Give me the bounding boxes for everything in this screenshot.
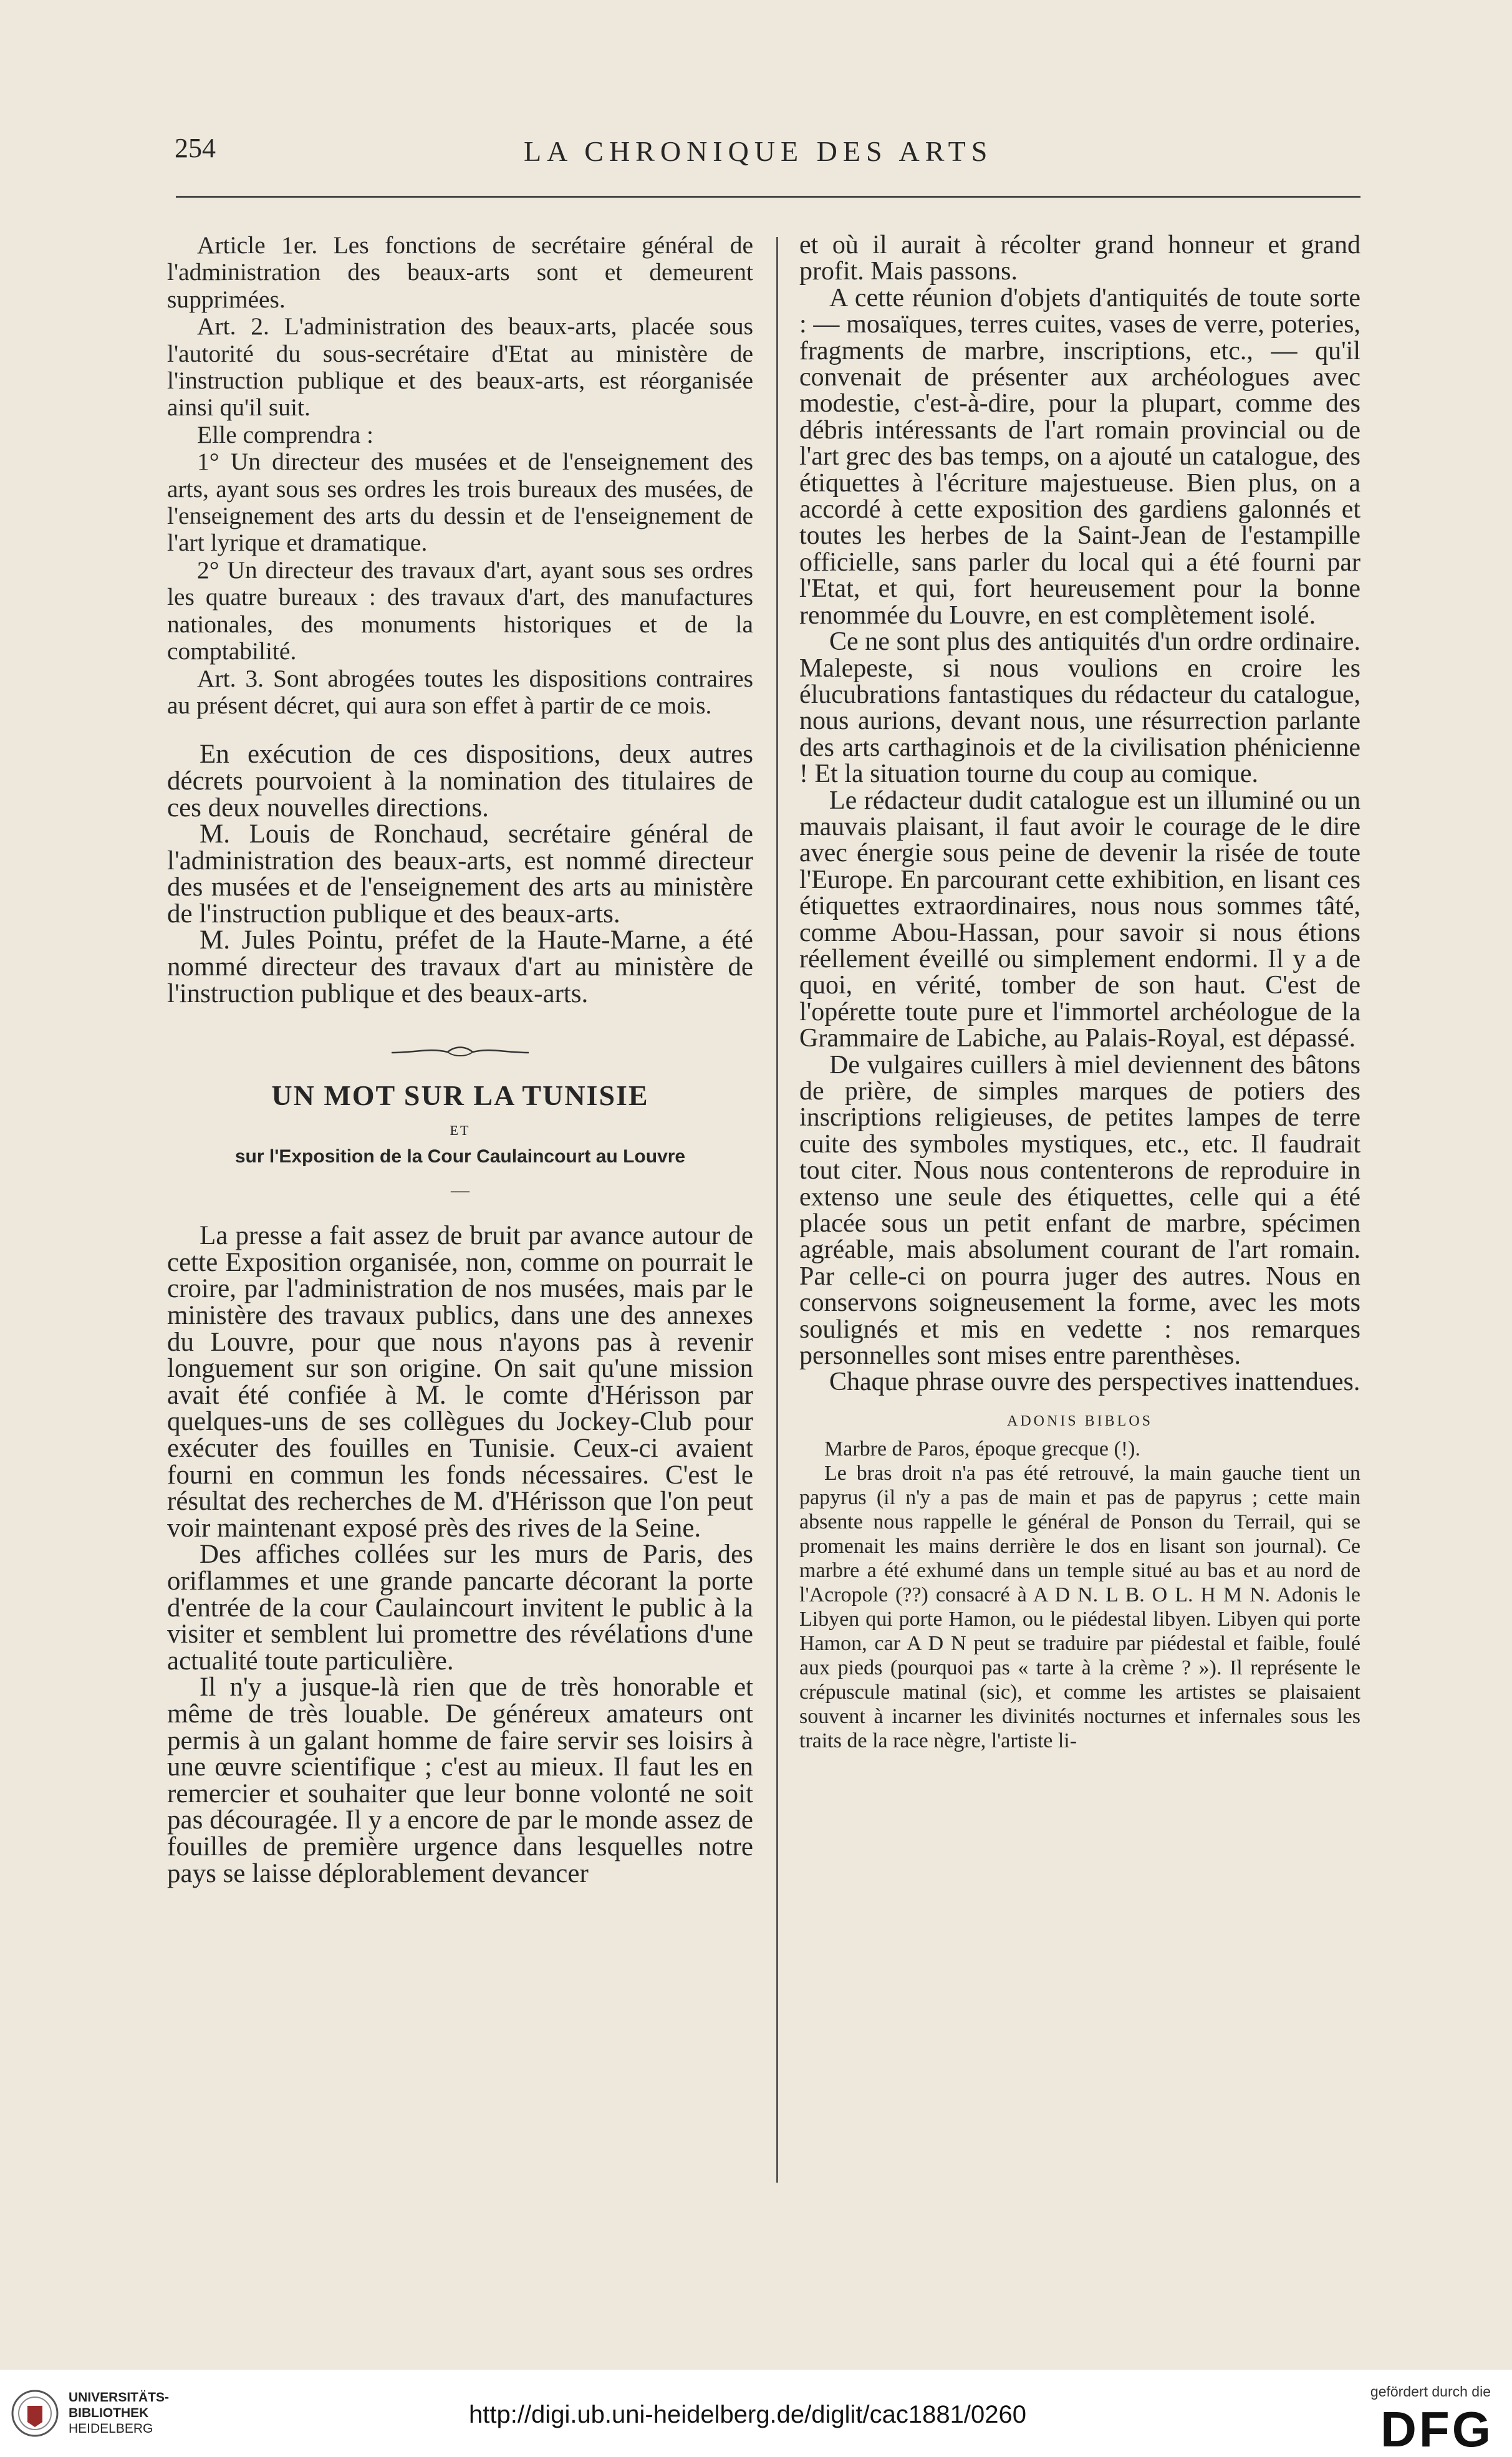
paragraph: Des affiches collées sur les murs de Paris, des oriflammes et une grande pancarte décorant la porte d'entrée de la cour Caulaincourt invitent le public à la visiter et semblent lui promettre des révélations d'une actualité toute particulière.	[167, 1540, 753, 1676]
paragraph: La presse a fait assez de bruit par avance autour de cette Exposition organisée, non, comme on pourrait le croire, par l'administration de nos musées, mais par le ministère des travaux publics, dans une des annexes du Louvre, pour que nous n'ayons pas à revenir longuement sur son origine. On sait qu'une mission avait été confiée à M. le comte d'Hérisson par quelques-uns de ses collègues du Jockey-Club pour exécuter des fouilles en Tunisie. Ceux-ci avaient fourni en commun les fonds nécessaires. C'est le résultat des recherches de M. d'Hérisson que l'on peut voir maintenant exposé près des rives de la Seine.	[167, 1221, 753, 1543]
decree-line: Elle comprendra :	[197, 420, 373, 448]
label-text	[799, 1437, 1360, 1753]
section-dash: —	[451, 1180, 469, 1201]
paragraph: Le bras droit n'a pas été retrouvé, la main gauche tient un papyrus (il n'y a pas de main et pas de papyrus ; cette main absente nous rappelle le général de Ponson du Terrail, qui se promenait les mains derrière le dos en lisant son journal). Ce marbre a été exhumé dans un temple situé au bas et au nord de l'Acropole (??) consacré à A D N. L B. O L. H M N. Adonis le Libyen qui porte Hamon, ou le piédestal libyen. Libyen qui porte Hamon, car A D N peut se traduire par piédestal et faible, foulé aux pieds (pourquoi pas « tarte à la crème ? »). Il représente le crépuscule matinal (sic), et comme les artistes se plaisaient souvent à incarner les divinités nocturnes et infernales sous les traits de la race nègre, l'artiste li-	[799, 1461, 1360, 1752]
section-title: UN MOT SUR LA TUNISIE	[271, 1079, 649, 1112]
funded-by-label: gefördert durch die	[1370, 2383, 1491, 2400]
paragraph: Il n'y a jusque-là rien que de très honorable et même de très louable. De généreux amateurs ont permis à un galant homme de faire servir ses loisirs à une œuvre scientifique ; c'est au mieux. Il faut les en remercier et souhaiter que leur bonne volonté ne soit pas découragée. Il y a encore de par le monde assez de fouilles de première urgence dans lesquelles notre pays se laisse déplorablement devancer	[167, 1673, 753, 1888]
paragraph: Le rédacteur dudit catalogue est un illuminé ou un mauvais plaisant, il faut avoir le courage de le dire avec énergie sous peine de devenir la risée de toute l'Europe. En parcourant cette exhibition, en lisant ces étiquettes extraordinaires, nous nous sommes tâté, comme Abou-Hassan, pour savoir si nous étions réellement éveillé ou simplement endormi. Il y a de quoi, en vérité, tomber de son haut. C'est de l'opérette toute pure et l'immortel archéologue de la Grammaire de Labiche, au Palais-Royal, est dépassé.	[799, 786, 1360, 1053]
paragraph: Ce ne sont plus des antiquités d'un ordre ordinaire. Malepeste, si nous voulions en croire les élucubrations fantastiques du rédacteur du catalogue, nous aurions, devant nous, une résurrection parlante des arts carthaginois et de la civilisation phénicienne ! Et la situation tourne du coup au comique.	[799, 627, 1360, 789]
institution-line: HEIDELBERG	[69, 2421, 153, 2436]
running-title: LA CHRONIQUE DES ARTS	[524, 135, 993, 167]
page-number: 254	[175, 133, 216, 163]
paragraph: En exécution de ces dispositions, deux autres décrets pourvoient à la nomination des titulaires de ces deux nouvelles directions.	[167, 740, 753, 823]
section-subtitle: sur l'Exposition de la Cour Caulaincourt au Louvre	[234, 1146, 686, 1167]
column-divider	[776, 237, 778, 2183]
decree-text	[167, 232, 753, 719]
header-rule	[176, 196, 1360, 198]
right-column	[799, 232, 1360, 1753]
university-seal-icon	[10, 2381, 60, 2446]
decree-article-3: Art. 3. Sont abrogées toutes les dispositions contraires au présent décret, qui aura son effet à partir de ce mois.	[167, 664, 753, 719]
flourish-icon	[385, 1045, 535, 1060]
article-text	[167, 1223, 753, 1887]
decree-item-2: 2° Un directeur des travaux d'art, ayant sous ses ordres les quatre bureaux : des travaux d'art, des manufactures nationales, des monuments historiques et de la comptabilité.	[167, 556, 753, 665]
decree-article-1: Article 1er. Les fonctions de secrétaire général de l'administration des beaux-arts sont et demeurent supprimées.	[167, 231, 753, 313]
decree-item-1: 1° Un directeur des musées et de l'enseignement des arts, ayant sous ses ordres les trois bureaux des musées, de l'enseignement des arts du dessin et de l'enseignement de l'art lyrique et dramatique.	[167, 448, 753, 557]
nominations-text	[167, 741, 753, 1007]
paragraph: Chaque phrase ouvre des perspectives inattendues.	[829, 1368, 1360, 1397]
paragraph: et où il aurait à récolter grand honneur et grand profit. Mais passons.	[799, 231, 1360, 286]
right-article-text	[799, 232, 1360, 1396]
footer-bar	[0, 2370, 1512, 2457]
paragraph: A cette réunion d'objets d'antiquités de toute sorte : — mosaïques, terres cuites, vases de verre, poteries, fragments de marbre, inscriptions, etc., — qu'il convenait de présenter aux archéologues avec modestie, c'est-à-dire, pour la plupart, comme des débris intéressants de l'art romain provincial ou de l'art grec des bas temps, on a ajouté un catalogue, des étiquettes à l'écriture majestueuse. Bien plus, on a accordé à cette exposition des gardiens galonnés et toutes les herbes de la Saint-Jean de l'estampille officielle, sans parler du local qui a été fourni par l'Etat, et qui, fort heureusement pour la bonne renommée du Louvre, en est complètement isolé.	[799, 283, 1360, 630]
decree-article-2: Art. 2. L'administration des beaux-arts, placée sous l'autorité du sous-secrétaire d'Etat au ministère de l'instruction publique et des beaux-arts, est réorganisée ainsi qu'il suit.	[167, 312, 753, 422]
left-column	[167, 232, 753, 1887]
section-conjunction: ET	[450, 1122, 471, 1139]
ornament-divider	[167, 1038, 753, 1053]
paragraph: De vulgaires cuillers à miel deviennent des bâtons de prière, de simples marques de potiers des inscriptions religieuses, de petites lampes de terre cuite des symboles mystiques, etc., etc. Il faudrait tout citer. Nous nous contenterons de reproduire in extenso une seule des étiquettes, celle qui a été placée sous un petit enfant de marbre, spécimen agréable, mais absolument courant de l'art romain. Par celle-ci on pourra juger des autres. Nous en conservons soigneusement la forme, avec les mots soulignés et mis en vedette : nos remarques personnelles sont mises entre parenthèses.	[799, 1050, 1360, 1371]
institution-line: BIBLIOTHEK	[69, 2406, 149, 2420]
paragraph: M. Jules Pointu, préfet de la Haute-Marne, a été nommé directeur des travaux d'art au ministère de l'instruction publique et des beaux-arts.	[167, 925, 753, 1008]
label-heading: ADONIS BIBLOS	[1006, 1412, 1153, 1429]
institution-name	[69, 2390, 169, 2436]
paragraph: M. Louis de Ronchaud, secrétaire général de l'administration des beaux-arts, est nommé directeur des musées et de l'enseignement des arts au ministère de l'instruction publique et des beaux-arts.	[167, 819, 753, 929]
dfg-logo: DFG	[1380, 2401, 1493, 2457]
institution-line: UNIVERSITÄTS-	[69, 2390, 170, 2405]
paragraph: Marbre de Paros, époque grecque (!).	[824, 1437, 1140, 1460]
source-url-link[interactable]: http://digi.ub.uni-heidelberg.de/diglit/cac1881/0260	[469, 2401, 1026, 2428]
